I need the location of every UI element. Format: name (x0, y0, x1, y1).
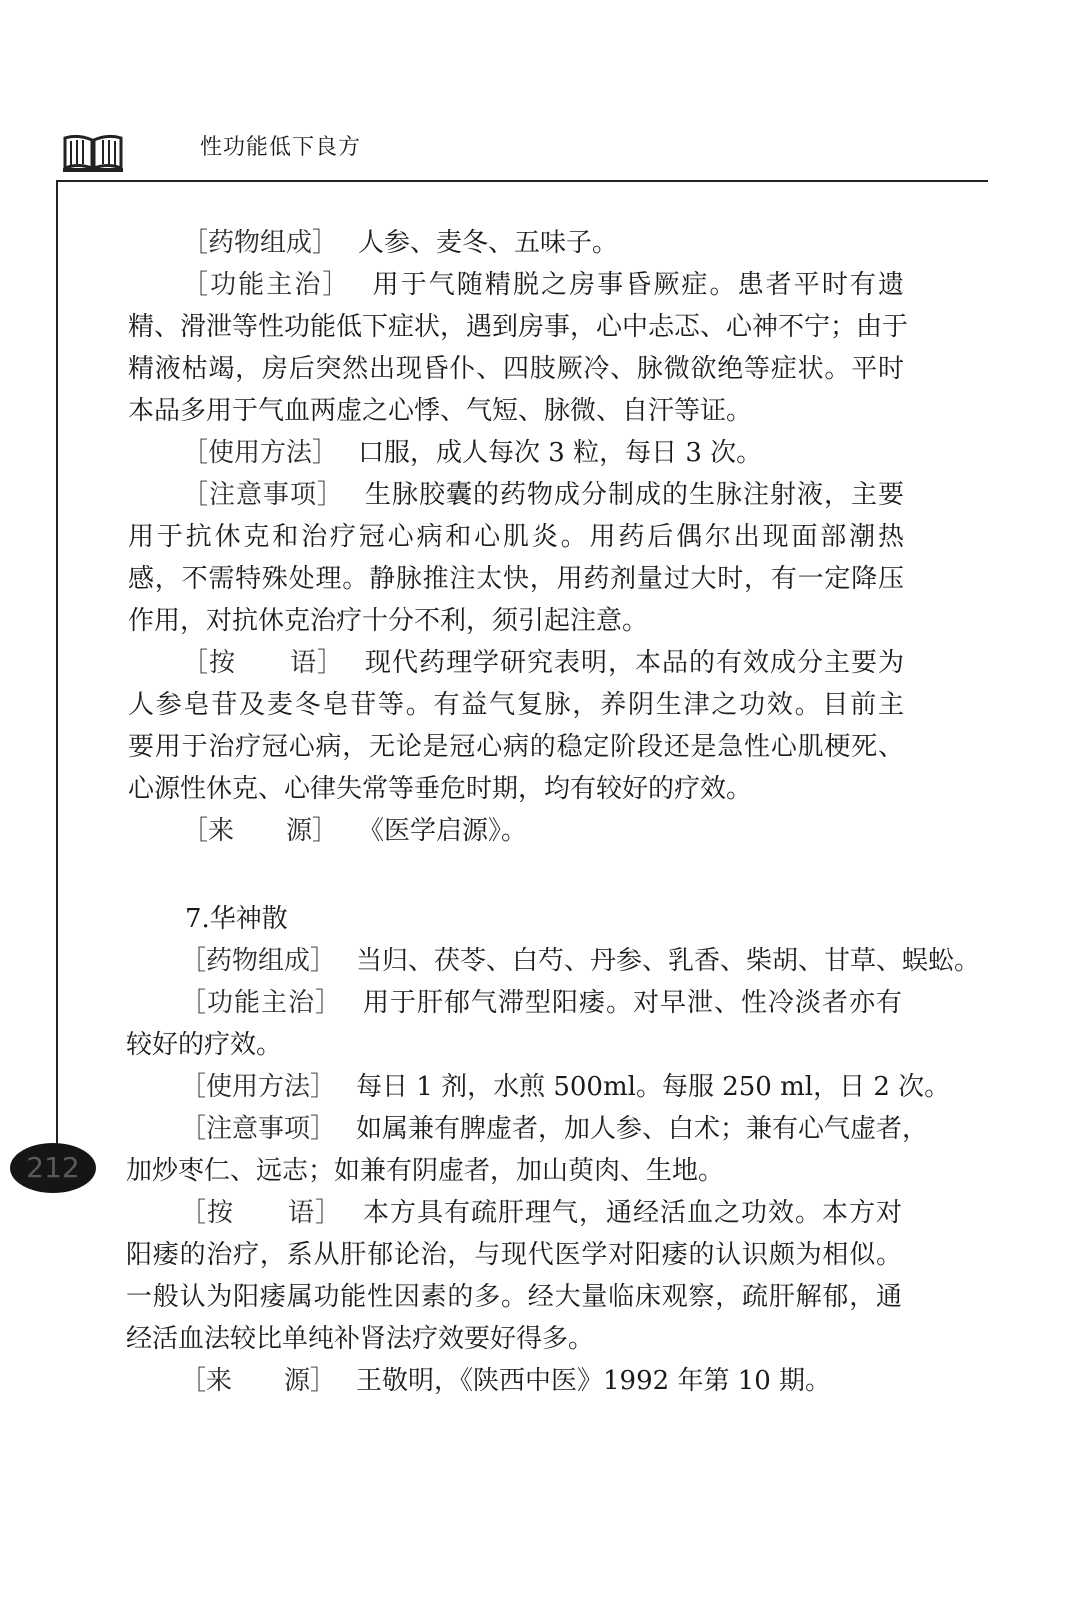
field-text: 每日 1 剂，水煎 500ml。每服 250 ml，日 2 次。 (356, 1072, 951, 1102)
text-line (182, 436, 904, 470)
text-line (182, 226, 904, 260)
page-number: 212 (10, 1143, 96, 1193)
field-label: ［来 源］ (182, 816, 339, 846)
section-heading: 7.华神散 (185, 904, 288, 934)
text-line (180, 1112, 929, 1146)
text-line: 阳痿的治疗，系从肝郁论治，与现代医学对阳痿的认识颇为相似。 (126, 1240, 902, 1270)
field-label: ［注意事项］ (180, 1114, 337, 1144)
text-line: 人参皂苷及麦冬皂苷等。有益气复脉，养阴生津之功效。目前主 (128, 690, 904, 720)
text-line: 心源性休克、心律失常等垂危时期，均有较好的疗效。 (128, 774, 753, 804)
text-line: 本品多用于气血两虚之心悸、气短、脉微、自汗等证。 (128, 396, 753, 426)
field-text: 生脉胶囊的药物成分制成的生脉注射液，主要 (364, 480, 904, 510)
text-line (182, 814, 904, 848)
text-line: 感，不需特殊处理。静脉推注太快，用药剂量过大时，有一定降压 (128, 564, 904, 594)
field-text: 用于肝郁气滞型阳痿。对早泄、性冷淡者亦有 (362, 988, 902, 1018)
text-line: 加炒枣仁、远志；如兼有阴虚者，加山萸肉、生地。 (126, 1156, 725, 1186)
field-text: 现代药理学研究表明，本品的有效成分主要为 (364, 648, 904, 678)
text-line (182, 268, 904, 302)
field-label: ［按 语］ (180, 1198, 342, 1228)
text-line: 作用，对抗休克治疗十分不利，须引起注意。 (128, 606, 649, 636)
field-text: 王敬明，《陕西中医》1992 年第 10 期。 (356, 1366, 832, 1396)
field-text: 人参、麦冬、五味子。 (358, 228, 619, 258)
text-line (182, 478, 904, 512)
text-line: 要用于治疗冠心病，无论是冠心病的稳定阶段还是急性心肌梗死、 (128, 732, 904, 762)
text-line: 一般认为阳痿属功能性因素的多。经大量临床观察，疏肝解郁，通 (126, 1282, 902, 1312)
field-text: 本方具有疏肝理气，通经活血之功效。本方对 (362, 1198, 902, 1228)
field-label: ［来 源］ (180, 1366, 337, 1396)
text-line (180, 986, 902, 1020)
field-label: ［按 语］ (182, 648, 344, 678)
text-line: 较好的疗效。 (126, 1030, 283, 1060)
text-line (180, 944, 981, 978)
field-label: ［功能主治］ (182, 270, 351, 300)
field-text: 如属兼有脾虚者，加人参、白术；兼有心气虚者， (356, 1114, 929, 1144)
margin-rule (56, 180, 58, 1152)
text-line: 用于抗休克和治疗冠心病和心肌炎。用药后偶尔出现面部潮热 (128, 522, 904, 552)
text-line: 精液枯竭，房后突然出现昏仆、四肢厥冷、脉微欲绝等症状。平时 (128, 354, 904, 384)
field-text: 口服，成人每次 3 粒，每日 3 次。 (358, 438, 763, 468)
field-label: ［药物组成］ (180, 946, 337, 976)
text-line: 精、滑泄等性功能低下症状，遇到房事，心中忐忑、心神不宁；由于 (128, 312, 909, 342)
field-label: ［使用方法］ (180, 1072, 337, 1102)
text-line: 经活血法较比单纯补肾法疗效要好得多。 (126, 1324, 595, 1354)
text-line (180, 1196, 902, 1230)
running-title: 性功能低下良方 (200, 135, 362, 160)
field-label: ［药物组成］ (182, 228, 339, 258)
header-rule (56, 180, 988, 182)
field-label: ［注意事项］ (182, 480, 344, 510)
text-line (180, 1070, 951, 1104)
field-label: ［功能主治］ (180, 988, 342, 1018)
field-text: 用于气随精脱之房事昏厥症。患者平时有遗 (370, 270, 904, 300)
field-text: 《医学启源》。 (358, 816, 528, 846)
field-label: ［使用方法］ (182, 438, 339, 468)
text-line (182, 646, 904, 680)
field-text: 当归、茯苓、白芍、丹参、乳香、柴胡、甘草、蜈蚣。 (356, 946, 981, 976)
open-book-icon (62, 132, 124, 174)
text-line (180, 1364, 902, 1398)
